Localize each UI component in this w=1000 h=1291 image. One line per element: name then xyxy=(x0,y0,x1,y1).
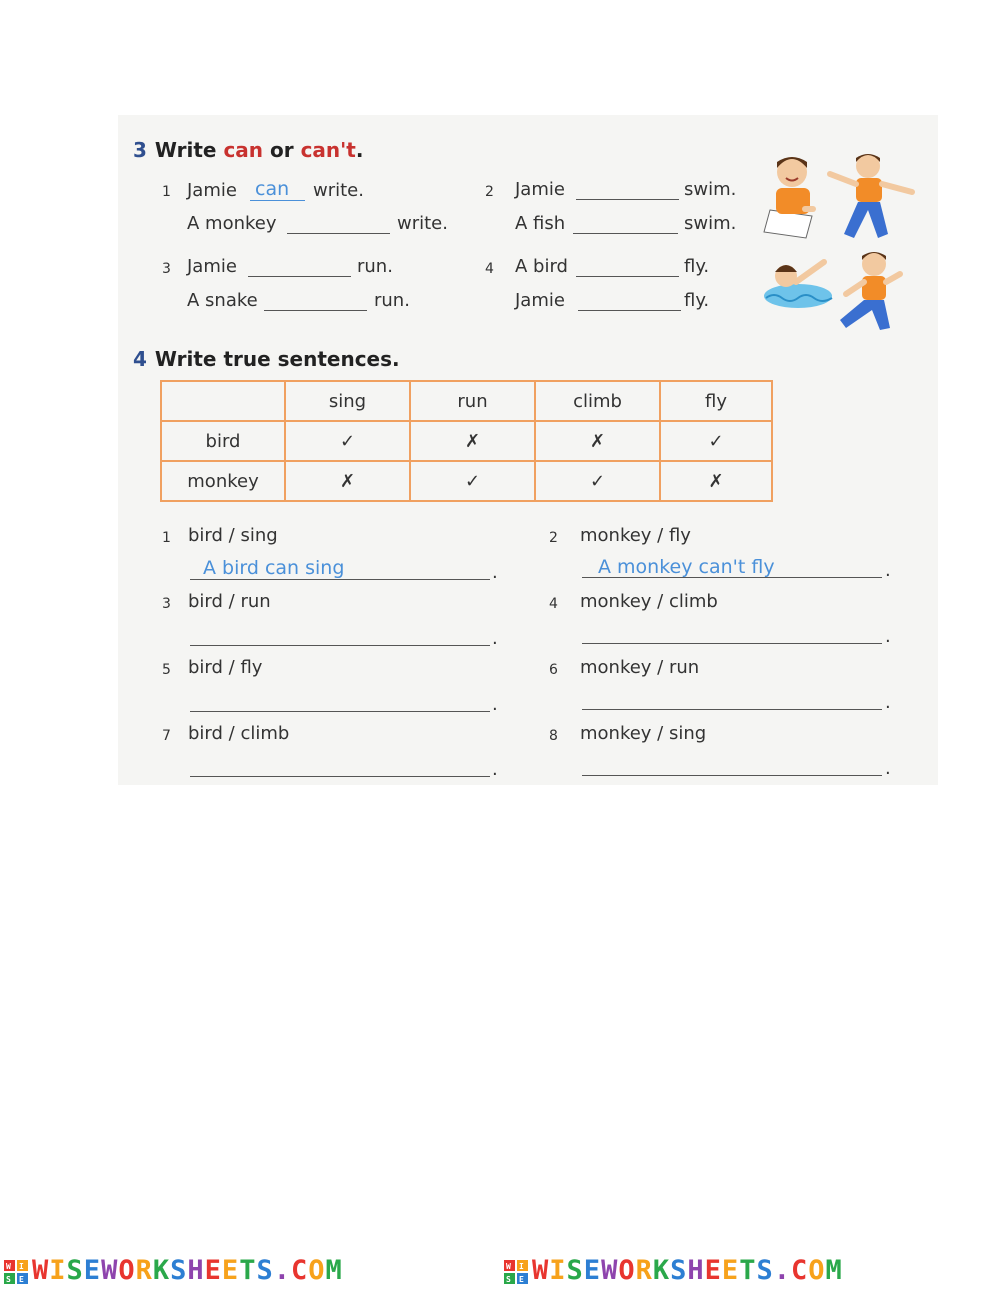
answer-blank[interactable] xyxy=(264,310,367,311)
answer-blank[interactable] xyxy=(190,579,490,580)
sentence-end: write. xyxy=(397,213,448,234)
table-header: run xyxy=(410,381,535,421)
watermark-footer xyxy=(504,1255,843,1291)
table-cell: ✓ xyxy=(535,461,660,501)
table-cell: ✓ xyxy=(285,421,410,461)
answer-blank[interactable] xyxy=(248,276,351,277)
item-number: 5 xyxy=(162,662,171,678)
handwritten-answer: A bird can sing xyxy=(203,557,345,579)
item-number: 7 xyxy=(162,728,171,744)
sentence-end: run. xyxy=(357,256,393,277)
answer-blank[interactable] xyxy=(582,709,882,710)
svg-text:S: S xyxy=(506,1274,512,1284)
prompt: monkey / climb xyxy=(580,591,718,612)
watermark-text: WISEWORKSHEETS.COM xyxy=(532,1255,843,1286)
table-header: fly xyxy=(660,381,772,421)
table-cell: ✗ xyxy=(410,421,535,461)
item-number: 4 xyxy=(485,261,494,277)
handwritten-answer: can xyxy=(255,178,290,200)
table-header: climb xyxy=(535,381,660,421)
sentence-subject: A monkey xyxy=(187,213,277,234)
item-number: 1 xyxy=(162,184,171,200)
table-row xyxy=(161,461,772,501)
sentence-subject: Jamie xyxy=(515,179,565,200)
table-cell xyxy=(161,381,285,421)
full-stop: . xyxy=(885,626,891,647)
sentence-subject: Jamie xyxy=(187,256,237,277)
svg-text:W: W xyxy=(6,1261,12,1271)
table-row-label: monkey xyxy=(161,461,285,501)
watermark-footer xyxy=(4,1255,343,1291)
table-row xyxy=(161,421,772,461)
full-stop: . xyxy=(492,628,498,649)
prompt: monkey / fly xyxy=(580,525,691,546)
answer-blank[interactable] xyxy=(582,577,882,578)
table-cell: ✓ xyxy=(410,461,535,501)
answer-blank[interactable] xyxy=(287,233,390,234)
boy-swimming-in-water-illustration xyxy=(762,248,837,318)
boy-running-illustration xyxy=(830,250,910,335)
table-cell: ✗ xyxy=(285,461,410,501)
full-stop: . xyxy=(885,758,891,779)
watermark-text: WISEWORKSHEETS.COM xyxy=(32,1255,343,1286)
full-stop: . xyxy=(885,692,891,713)
prompt: monkey / run xyxy=(580,657,700,678)
wiseworksheets-logo-icon xyxy=(504,1260,528,1284)
boy-swimming-pose-illustration xyxy=(826,152,916,242)
svg-text:I: I xyxy=(19,1261,25,1271)
answer-blank[interactable] xyxy=(573,233,678,234)
item-number: 1 xyxy=(162,530,171,546)
full-stop: . xyxy=(492,759,498,780)
answer-blank[interactable] xyxy=(576,199,679,200)
answer-blank[interactable] xyxy=(190,645,490,646)
prompt: monkey / sing xyxy=(580,723,707,744)
sentence-end: write. xyxy=(313,180,364,201)
table-cell: ✓ xyxy=(660,421,772,461)
table-cell: ✗ xyxy=(660,461,772,501)
sentence-subject: Jamie xyxy=(515,290,565,311)
prompt: bird / run xyxy=(188,591,271,612)
full-stop: . xyxy=(492,694,498,715)
table-cell: ✗ xyxy=(535,421,660,461)
prompt: bird / fly xyxy=(188,657,263,678)
ability-table xyxy=(160,380,773,502)
table-header: sing xyxy=(285,381,410,421)
exercise-4-heading: 4 Write true sentences. xyxy=(133,347,400,371)
sentence-end: run. xyxy=(374,290,410,311)
item-number: 3 xyxy=(162,261,171,277)
wiseworksheets-logo-icon xyxy=(4,1260,28,1284)
sentence-subject: Jamie xyxy=(187,180,237,201)
svg-text:E: E xyxy=(19,1274,25,1284)
svg-text:S: S xyxy=(6,1274,12,1284)
boy-writing-illustration xyxy=(762,150,832,240)
sentence-end: fly. xyxy=(684,290,710,311)
sentence-end: swim. xyxy=(684,179,737,200)
exercise-3-heading: 3 Write can or can't. xyxy=(133,138,364,162)
item-number: 6 xyxy=(549,662,558,678)
answer-blank[interactable] xyxy=(190,776,490,777)
item-number: 2 xyxy=(549,530,558,546)
answer-blank[interactable] xyxy=(576,276,679,277)
sentence-subject: A fish xyxy=(515,213,566,234)
sentence-subject: A snake xyxy=(187,290,258,311)
sentence-subject: A bird xyxy=(515,256,568,277)
svg-text:E: E xyxy=(519,1274,525,1284)
full-stop: . xyxy=(492,562,498,583)
handwritten-answer: A monkey can't fly xyxy=(598,556,775,578)
item-number: 3 xyxy=(162,596,171,612)
prompt: bird / sing xyxy=(188,525,278,546)
full-stop: . xyxy=(885,560,891,581)
svg-text:I: I xyxy=(519,1261,525,1271)
answer-blank[interactable] xyxy=(582,775,882,776)
answer-blank[interactable] xyxy=(582,643,882,644)
sentence-end: fly. xyxy=(684,256,710,277)
answer-blank[interactable] xyxy=(190,711,490,712)
item-number: 2 xyxy=(485,184,494,200)
answer-blank[interactable] xyxy=(250,200,305,201)
table-header-row xyxy=(161,381,772,421)
item-number: 4 xyxy=(549,596,558,612)
svg-text:W: W xyxy=(506,1261,512,1271)
item-number: 8 xyxy=(549,728,558,744)
prompt: bird / climb xyxy=(188,723,290,744)
sentence-end: swim. xyxy=(684,213,737,234)
table-row-label: bird xyxy=(161,421,285,461)
answer-blank[interactable] xyxy=(578,310,681,311)
